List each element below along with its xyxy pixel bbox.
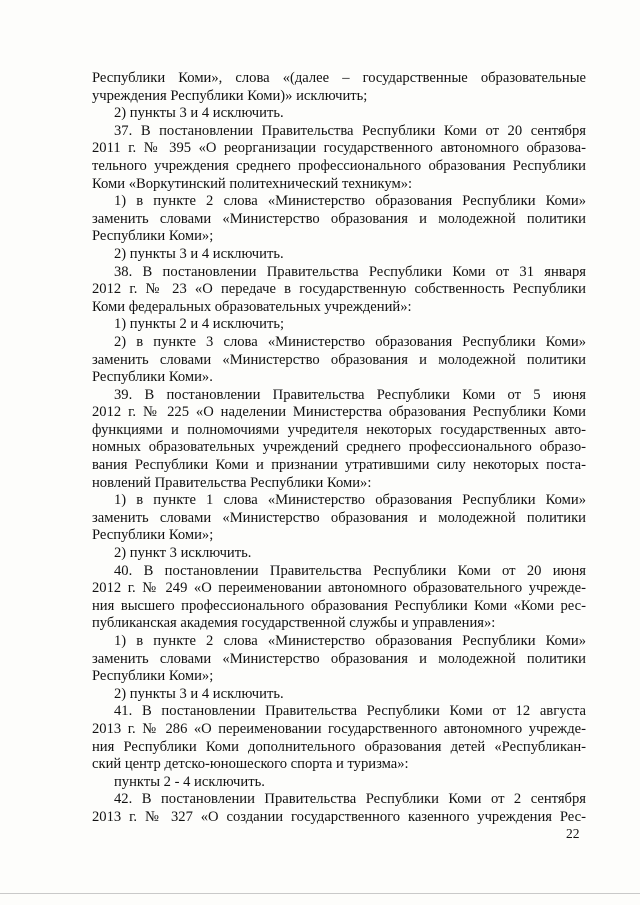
text-line: 1) в пункте 1 слова «Министерство образования Республики Коми» — [114, 492, 586, 509]
text-line: Республики Коми», слова «(далее – государственные образовательные — [92, 70, 586, 86]
text-line: учреждения Республики Коми)» исключить; — [92, 87, 368, 104]
text-line: новлений Правительства Республики Коми»: — [92, 474, 372, 491]
text-line: 42. В постановлении Правительства Республики Коми от 2 сентября — [114, 791, 586, 808]
text-line: ский центр детско-юношеского спорта и туризма»: — [92, 756, 409, 773]
text-line: 2012 г. № 225 «О наделении Министерства образования Республики Коми — [92, 404, 586, 421]
text-line: номных образовательных учреждений среднего профессионального образо- — [92, 439, 586, 456]
text-line: ния Республики Коми дополнительного образования детей «Республикан- — [92, 738, 586, 755]
document-body — [92, 70, 586, 827]
text-line: 37. В постановлении Правительства Республики Коми от 20 сентября — [114, 122, 586, 139]
text-line: заменить словами «Министерство образования и молодежной политики — [92, 509, 586, 526]
text-line: 2012 г. № 249 «О переименовании автономного образовательного учрежде- — [92, 580, 586, 597]
text-line: заменить словами «Министерство образования и молодежной политики — [92, 210, 586, 227]
text-line: заменить словами «Министерство образования и молодежной политики — [92, 351, 586, 368]
page-bottom-edge — [0, 893, 640, 894]
text-line: тельного учреждения среднего профессионального образования Республики — [92, 157, 586, 174]
text-line: публиканская академия государственной службы и управления»: — [92, 615, 496, 632]
text-line: пункты 2 - 4 исключить. — [114, 773, 265, 790]
text-line: 2012 г. № 23 «О передаче в государственную собственность Республики — [92, 281, 586, 298]
text-line: 2011 г. № 395 «О реорганизации государственного автономного образова- — [92, 140, 586, 157]
text-line: 2) пункты 3 и 4 исключить. — [114, 685, 284, 702]
text-line: 1) в пункте 2 слова «Министерство образования Республики Коми» — [114, 193, 586, 210]
page-number: 22 — [566, 826, 580, 841]
text-line: заменить словами «Министерство образования и молодежной политики — [92, 650, 586, 667]
text-line: вания Республики Коми и признании утратившими силу некоторых поста- — [92, 457, 586, 474]
text-line: Республики Коми»; — [92, 527, 214, 544]
text-line: Коми «Воркутинский политехнический техникум»: — [92, 175, 413, 192]
text-line: Республики Коми». — [92, 369, 213, 386]
text-line: 2) в пункте 3 слова «Министерство образования Республики Коми» — [114, 333, 586, 350]
text-line: 38. В постановлении Правительства Республики Коми от 31 января — [114, 263, 586, 280]
text-line: 2) пункты 3 и 4 исключить. — [114, 245, 284, 262]
text-line: Республики Коми»; — [92, 668, 214, 685]
text-line: 40. В постановлении Правительства Республики Коми от 20 июня — [114, 562, 586, 579]
text-line: 2013 г. № 327 «О создании государственного казенного учреждения Рес- — [92, 808, 586, 825]
text-line: 1) в пункте 2 слова «Министерство образования Республики Коми» — [114, 633, 586, 649]
text-line: ния высшего профессионального образования Республики Коми «Коми рес- — [92, 597, 586, 614]
text-line: 39. В постановлении Правительства Республики Коми от 5 июня — [114, 386, 586, 403]
text-line: 2) пункт 3 исключить. — [114, 545, 252, 562]
text-line: 1) пункты 2 и 4 исключить; — [114, 316, 285, 333]
text-line: 2013 г. № 286 «О переименовании государственного автономного учрежде- — [92, 720, 586, 737]
text-line: Республики Коми»; — [92, 228, 214, 245]
text-line: функциями и полномочиями учредителя некоторых государственных авто- — [92, 421, 586, 438]
text-line: Коми федеральных образовательных учреждений»: — [92, 298, 412, 315]
text-line: 41. В постановлении Правительства Республики Коми от 12 августа — [114, 703, 586, 720]
text-line: 2) пункты 3 и 4 исключить. — [114, 105, 284, 122]
